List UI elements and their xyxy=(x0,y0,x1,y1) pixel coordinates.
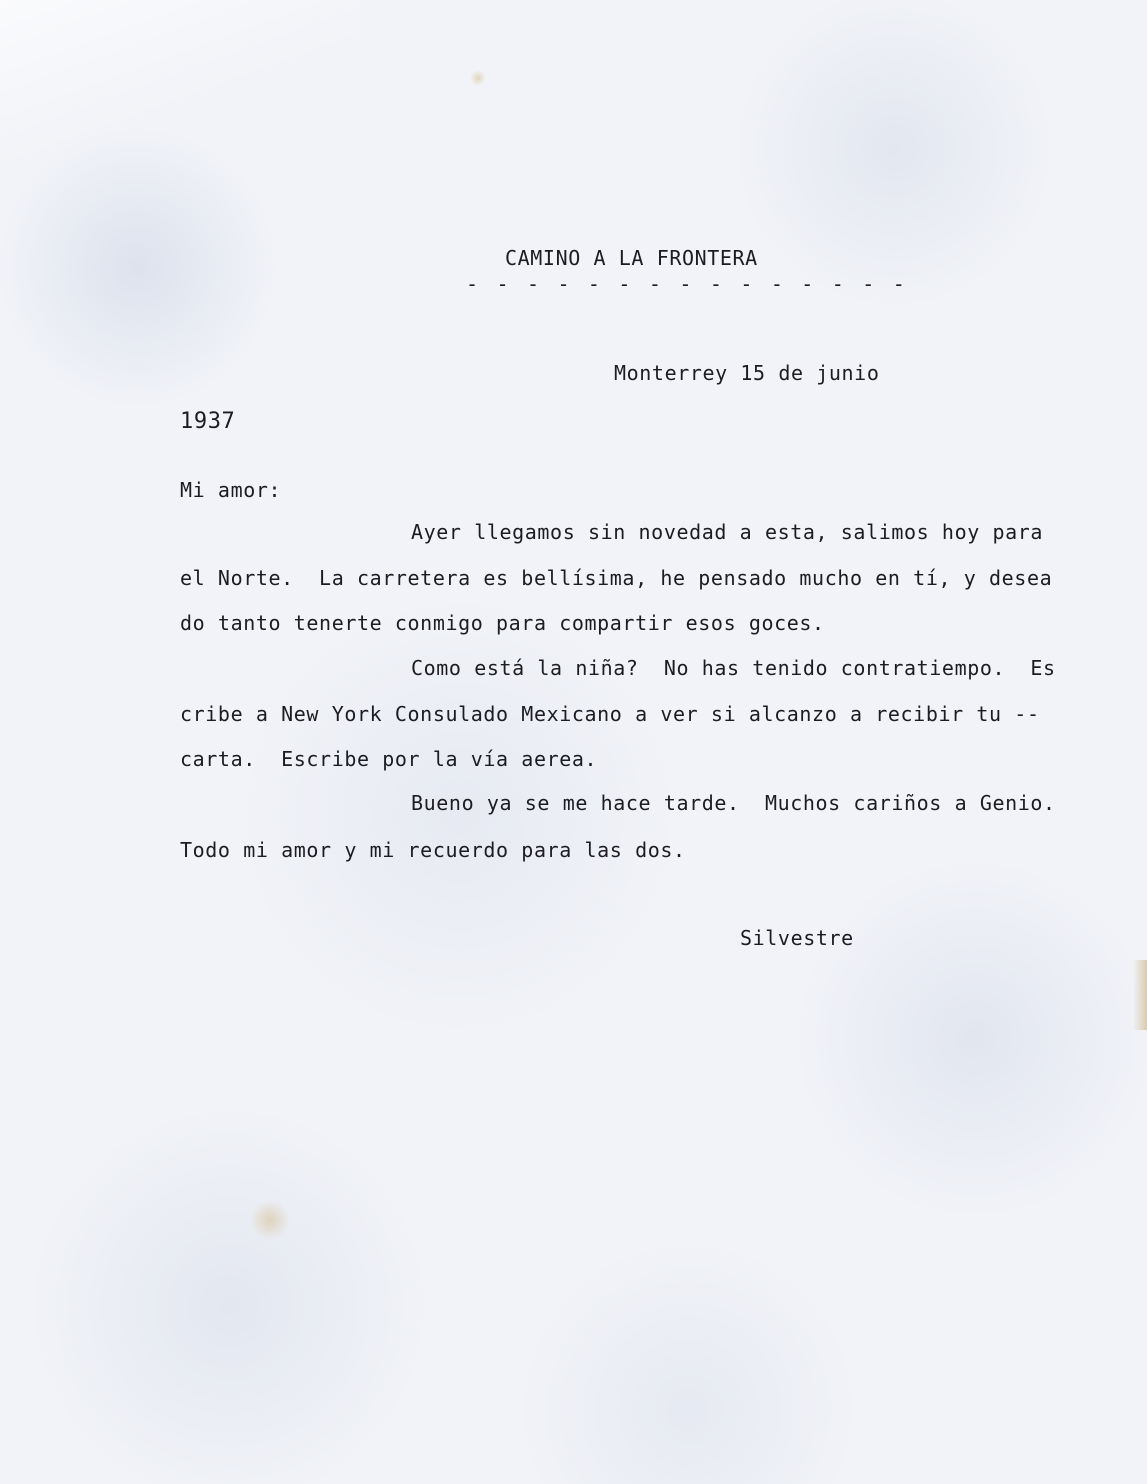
letter-line: Ayer llegamos sin novedad a esta, salimos hoy para xyxy=(411,520,1044,544)
year: 1937 xyxy=(180,409,236,434)
salutation: Mi amor: xyxy=(180,478,282,502)
letter-line: carta. Escribe por la vía aerea. xyxy=(180,747,598,771)
letter-line: Todo mi amor y mi recuerdo para las dos. xyxy=(180,838,686,862)
title-underline: - - - - - - - - - - - - - - - xyxy=(466,272,908,296)
edge-stain xyxy=(1133,960,1147,1030)
signature: Silvestre xyxy=(740,926,854,950)
letter-line: do tanto tenerte conmigo para compartir esos goces. xyxy=(180,611,825,635)
letter-line: Bueno ya se me hace tarde. Muchos cariños a Genio. xyxy=(411,791,1056,815)
stain-mark xyxy=(470,70,486,86)
stain-mark xyxy=(250,1200,290,1240)
letter-line: cribe a New York Consulado Mexicano a ver si alcanzo a recibir tu -- xyxy=(180,702,1040,726)
document-title: CAMINO A LA FRONTERA xyxy=(505,246,758,270)
letter-line: Como está la niña? No has tenido contratiempo. Es xyxy=(411,656,1056,680)
letter-line: el Norte. La carretera es bellísima, he pensado mucho en tí, y desea xyxy=(180,566,1053,590)
place-date: Monterrey 15 de junio xyxy=(614,361,880,385)
paper-crease xyxy=(0,0,360,160)
